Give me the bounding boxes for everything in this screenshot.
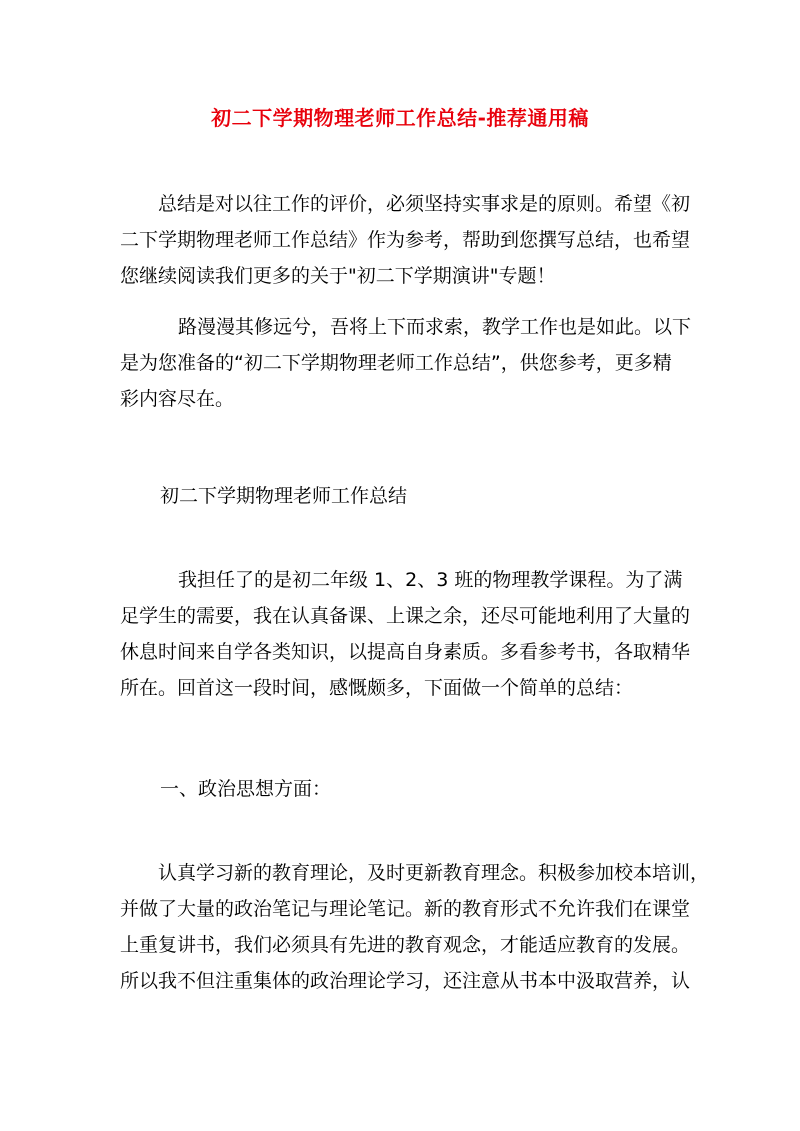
preface-line: 路漫漫其修远兮，吾将上下而求索，教学工作也是如此。以下 xyxy=(178,316,692,338)
body-paragraph xyxy=(120,562,691,706)
intro-paragraph xyxy=(120,186,691,294)
preface-line: 彩内容尽在。 xyxy=(120,388,235,410)
section-heading xyxy=(120,771,686,807)
document-title: 初二下学期物理老师工作总结-推荐通用稿 xyxy=(211,106,589,130)
body-line: 我担任了的是初二年级 1、2、3 班的物理教学课程。为了满 xyxy=(178,569,683,591)
preface-line: 是为您准备的“初二下学期物理老师工作总结”，供您参考，更多精 xyxy=(120,352,672,374)
section-line: 认真学习新的教育理论，及时更新教育理念。积极参加校本培训， xyxy=(158,862,710,884)
section-line: 上重复讲书，我们必须具有先进的教育观念，才能适应教育的发展。 xyxy=(120,934,691,956)
subtitle-text: 初二下学期物理老师工作总结 xyxy=(160,485,408,507)
section-line: 所以我不但注重集体的政治理论学习，还注意从书本中汲取营养，认 xyxy=(120,970,691,992)
body-line: 足学生的需要，我在认真备课、上课之余，还尽可能地利用了大量的 xyxy=(120,605,691,627)
section-heading-text: 一、政治思想方面： xyxy=(160,778,332,800)
body-line: 所在。回首这一段时间，感慨颇多，下面做一个简单的总结： xyxy=(120,677,634,699)
intro-line: 您继续阅读我们更多的关于"初二下学期演讲"专题！ xyxy=(120,265,556,287)
body-line: 休息时间来自学各类知识，以提高自身素质。多看参考书，各取精华 xyxy=(120,641,691,663)
section-line: 并做了大量的政治笔记与理论笔记。新的教育形式不允许我们在课堂 xyxy=(120,898,691,920)
subtitle xyxy=(120,478,686,514)
preface-paragraph xyxy=(120,309,692,417)
section-paragraph xyxy=(120,855,710,999)
intro-line: 总结是对以往工作的评价，必须坚持实事求是的原则。希望《初 xyxy=(158,193,691,215)
intro-line: 二下学期物理老师工作总结》作为参考，帮助到您撰写总结，也希望 xyxy=(120,229,691,251)
